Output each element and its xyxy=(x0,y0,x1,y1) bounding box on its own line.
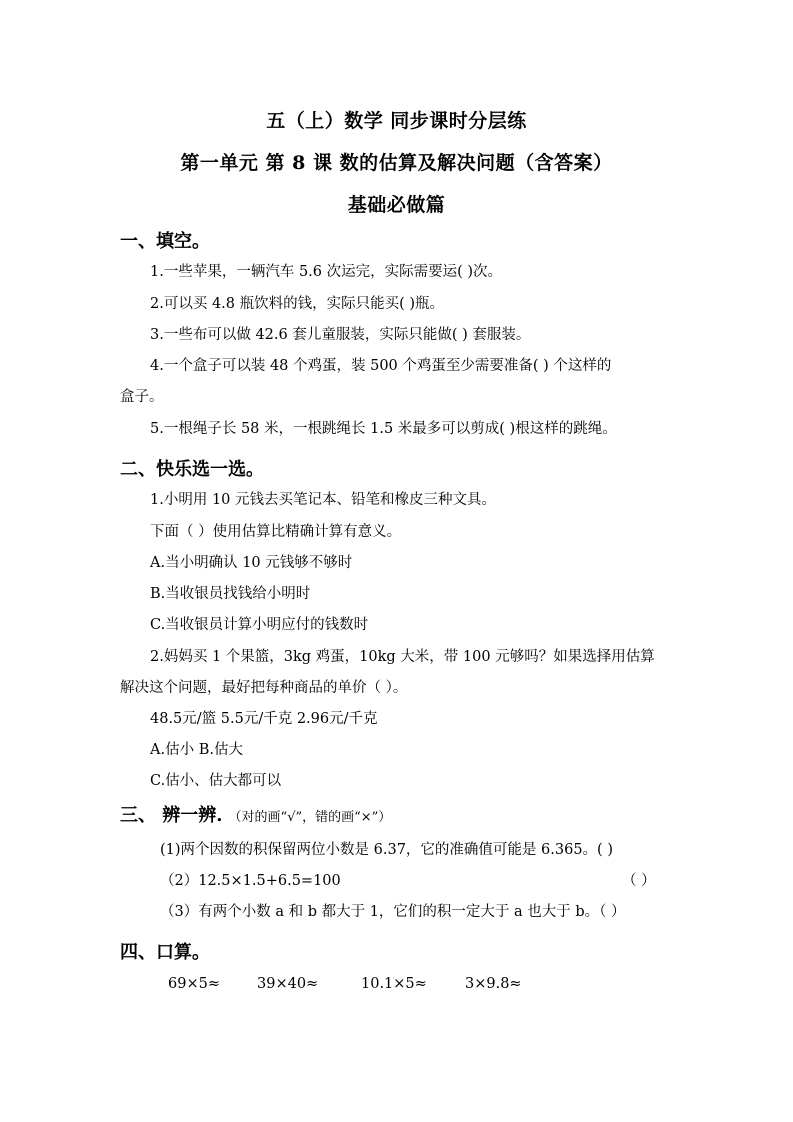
judge-item-1: (1)两个因数的积保留两位小数是 6.37，它的准确值可能是 6.365。( ) xyxy=(160,842,613,858)
choice-q2-stem: 2.妈妈买 1 个果篮，3kg 鸡蛋，10kg 大米，带 100 元够吗？如果选择用估算 xyxy=(150,649,655,665)
choice-q1-stem: 1.小明用 10 元钱去买笔记本、铅笔和橡皮三种文具。 xyxy=(150,492,497,508)
section-judge-heading xyxy=(120,801,391,827)
title-line-1: 五（上）数学 同步课时分层练 xyxy=(266,110,527,132)
section-fill-blank-heading: 一、填空。 xyxy=(120,231,210,252)
choice-q2-option-ab: A.估小 B.估大 xyxy=(150,742,243,758)
choice-q1-option-b: B.当收银员找钱给小明时 xyxy=(150,586,311,602)
section-choice-heading: 二、快乐选一选。 xyxy=(120,459,264,480)
judge-item-2: （2）12.5×1.5+6.5=100 xyxy=(160,873,341,889)
calc-item-3: 10.1×5≈ xyxy=(361,976,427,992)
fill-blank-item-4: 4.一个盒子可以装 48 个鸡蛋，装 500 个鸡蛋至少需要准备( ) 个这样的 xyxy=(150,358,612,374)
fill-blank-item-3: 3.一些布可以做 42.6 套儿童服装，实际只能做( ) 套服装。 xyxy=(150,327,531,343)
title-line-2: 第一单元 第 8 课 数的估算及解决问题（含答案） xyxy=(180,152,613,174)
judge-heading-text: 三、 辨一辨. xyxy=(120,805,223,826)
choice-q1-option-a: A.当小明确认 10 元钱够不够时 xyxy=(150,555,353,571)
fill-blank-item-4-cont: 盒子。 xyxy=(120,389,164,405)
section-mental-math-heading: 四、口算。 xyxy=(120,942,210,963)
choice-q2-prices: 48.5元/篮 5.5元/千克 2.96元/千克 xyxy=(150,711,378,727)
title-line-3: 基础必做篇 xyxy=(347,194,446,216)
judge-item-3: （3）有两个小数 a 和 b 都大于 1，它们的积一定大于 a 也大于 b。（ ） xyxy=(160,904,626,920)
judge-heading-note: （对的画“√”，错的画“×”） xyxy=(228,810,392,825)
fill-blank-item-5: 5.一根绳子长 58 米，一根跳绳长 1.5 米最多可以剪成( )根这样的跳绳。 xyxy=(150,421,617,437)
choice-q1-option-c: C.当收银员计算小明应付的钱数时 xyxy=(150,617,369,633)
judge-item-2-paren: （ ） xyxy=(622,873,656,889)
calc-item-2: 39×40≈ xyxy=(257,976,319,992)
choice-q2-option-c: C.估小、估大都可以 xyxy=(150,773,282,789)
calc-item-1: 69×5≈ xyxy=(168,976,220,992)
choice-q1-prompt: 下面（ ）使用估算比精确计算有意义。 xyxy=(150,524,402,540)
calc-item-4: 3×9.8≈ xyxy=(465,976,522,992)
fill-blank-item-2: 2.可以买 4.8 瓶饮料的钱，实际只能买( )瓶。 xyxy=(150,296,445,312)
fill-blank-item-1: 1.一些苹果，一辆汽车 5.6 次运完，实际需要运( )次。 xyxy=(150,264,503,280)
choice-q2-stem-cont: 解决这个问题，最好把每种商品的单价（ ）。 xyxy=(120,680,408,696)
